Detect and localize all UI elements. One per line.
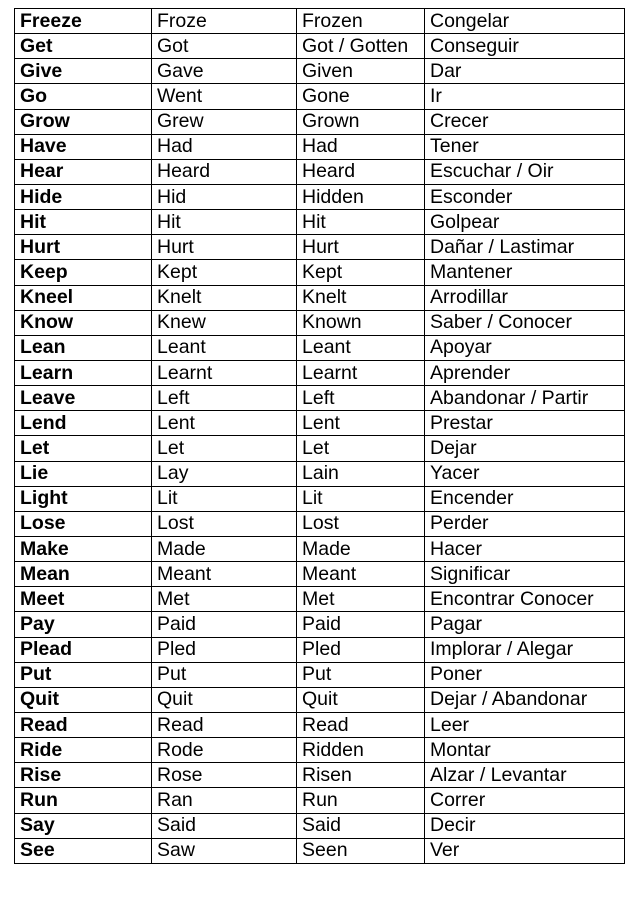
- translation-cell: Abandonar / Partir: [425, 386, 625, 411]
- table-row: [15, 486, 625, 511]
- past-simple-cell: Rose: [152, 763, 297, 788]
- base-form-cell: Know: [15, 310, 152, 335]
- base-form-cell: Freeze: [15, 9, 152, 34]
- translation-cell: Ir: [425, 84, 625, 109]
- translation-cell: Significar: [425, 562, 625, 587]
- translation-cell: Pagar: [425, 612, 625, 637]
- base-form-cell: Mean: [15, 562, 152, 587]
- translation-cell: Tener: [425, 134, 625, 159]
- base-form-cell: Lean: [15, 335, 152, 360]
- translation-cell: Congelar: [425, 9, 625, 34]
- table-row: [15, 562, 625, 587]
- past-participle-cell: Said: [297, 813, 425, 838]
- past-simple-cell: Met: [152, 587, 297, 612]
- table-row: [15, 662, 625, 687]
- past-participle-cell: Lain: [297, 461, 425, 486]
- past-simple-cell: Gave: [152, 59, 297, 84]
- translation-cell: Implorar / Alegar: [425, 637, 625, 662]
- past-participle-cell: Frozen: [297, 9, 425, 34]
- base-form-cell: Hurt: [15, 235, 152, 260]
- translation-cell: Dejar: [425, 436, 625, 461]
- past-participle-cell: Kept: [297, 260, 425, 285]
- table-row: [15, 712, 625, 737]
- table-row: [15, 813, 625, 838]
- translation-cell: Dar: [425, 59, 625, 84]
- table-row: [15, 210, 625, 235]
- base-form-cell: Lose: [15, 511, 152, 536]
- translation-cell: Hacer: [425, 536, 625, 561]
- past-participle-cell: Risen: [297, 763, 425, 788]
- translation-cell: Alzar / Levantar: [425, 763, 625, 788]
- past-simple-cell: Lent: [152, 411, 297, 436]
- table-row: [15, 310, 625, 335]
- base-form-cell: Get: [15, 34, 152, 59]
- past-participle-cell: Grown: [297, 109, 425, 134]
- past-simple-cell: Put: [152, 662, 297, 687]
- translation-cell: Decir: [425, 813, 625, 838]
- table-row: [15, 84, 625, 109]
- past-simple-cell: Hid: [152, 184, 297, 209]
- translation-cell: Escuchar / Oir: [425, 159, 625, 184]
- base-form-cell: Lie: [15, 461, 152, 486]
- base-form-cell: Go: [15, 84, 152, 109]
- table-row: [15, 360, 625, 385]
- past-simple-cell: Got: [152, 34, 297, 59]
- table-row: [15, 612, 625, 637]
- base-form-cell: Plead: [15, 637, 152, 662]
- table-row: [15, 159, 625, 184]
- base-form-cell: Have: [15, 134, 152, 159]
- past-participle-cell: Run: [297, 788, 425, 813]
- base-form-cell: Rise: [15, 763, 152, 788]
- past-participle-cell: Hurt: [297, 235, 425, 260]
- past-simple-cell: Said: [152, 813, 297, 838]
- past-participle-cell: Made: [297, 536, 425, 561]
- past-participle-cell: Got / Gotten: [297, 34, 425, 59]
- table-row: [15, 109, 625, 134]
- translation-cell: Crecer: [425, 109, 625, 134]
- past-simple-cell: Let: [152, 436, 297, 461]
- base-form-cell: Give: [15, 59, 152, 84]
- past-simple-cell: Grew: [152, 109, 297, 134]
- table-row: [15, 235, 625, 260]
- past-participle-cell: Left: [297, 386, 425, 411]
- past-simple-cell: Hit: [152, 210, 297, 235]
- translation-cell: Encontrar Conocer: [425, 587, 625, 612]
- past-simple-cell: Ran: [152, 788, 297, 813]
- past-participle-cell: Lost: [297, 511, 425, 536]
- past-simple-cell: Knew: [152, 310, 297, 335]
- base-form-cell: Keep: [15, 260, 152, 285]
- past-simple-cell: Paid: [152, 612, 297, 637]
- base-form-cell: Leave: [15, 386, 152, 411]
- table-row: [15, 436, 625, 461]
- past-participle-cell: Had: [297, 134, 425, 159]
- past-participle-cell: Let: [297, 436, 425, 461]
- past-simple-cell: Pled: [152, 637, 297, 662]
- past-participle-cell: Leant: [297, 335, 425, 360]
- past-simple-cell: Read: [152, 712, 297, 737]
- past-simple-cell: Froze: [152, 9, 297, 34]
- base-form-cell: See: [15, 838, 152, 863]
- past-simple-cell: Rode: [152, 738, 297, 763]
- base-form-cell: Let: [15, 436, 152, 461]
- past-participle-cell: Gone: [297, 84, 425, 109]
- translation-cell: Prestar: [425, 411, 625, 436]
- translation-cell: Aprender: [425, 360, 625, 385]
- translation-cell: Golpear: [425, 210, 625, 235]
- past-participle-cell: Lit: [297, 486, 425, 511]
- table-row: [15, 335, 625, 360]
- table-row: [15, 738, 625, 763]
- table-row: [15, 587, 625, 612]
- translation-cell: Conseguir: [425, 34, 625, 59]
- table-row: [15, 637, 625, 662]
- translation-cell: Perder: [425, 511, 625, 536]
- past-participle-cell: Paid: [297, 612, 425, 637]
- past-participle-cell: Ridden: [297, 738, 425, 763]
- past-simple-cell: Made: [152, 536, 297, 561]
- base-form-cell: Run: [15, 788, 152, 813]
- translation-cell: Mantener: [425, 260, 625, 285]
- past-participle-cell: Pled: [297, 637, 425, 662]
- past-simple-cell: Lit: [152, 486, 297, 511]
- past-simple-cell: Saw: [152, 838, 297, 863]
- translation-cell: Encender: [425, 486, 625, 511]
- base-form-cell: Lend: [15, 411, 152, 436]
- table-body: [15, 9, 625, 864]
- table-row: [15, 184, 625, 209]
- past-participle-cell: Hit: [297, 210, 425, 235]
- table-row: [15, 511, 625, 536]
- past-participle-cell: Hidden: [297, 184, 425, 209]
- translation-cell: Arrodillar: [425, 285, 625, 310]
- base-form-cell: Make: [15, 536, 152, 561]
- base-form-cell: Grow: [15, 109, 152, 134]
- base-form-cell: Light: [15, 486, 152, 511]
- base-form-cell: Say: [15, 813, 152, 838]
- past-participle-cell: Knelt: [297, 285, 425, 310]
- base-form-cell: Ride: [15, 738, 152, 763]
- past-participle-cell: Quit: [297, 687, 425, 712]
- base-form-cell: Hear: [15, 159, 152, 184]
- translation-cell: Leer: [425, 712, 625, 737]
- table-row: [15, 687, 625, 712]
- translation-cell: Ver: [425, 838, 625, 863]
- past-participle-cell: Lent: [297, 411, 425, 436]
- base-form-cell: Hit: [15, 210, 152, 235]
- past-participle-cell: Seen: [297, 838, 425, 863]
- past-simple-cell: Kept: [152, 260, 297, 285]
- translation-cell: Apoyar: [425, 335, 625, 360]
- base-form-cell: Pay: [15, 612, 152, 637]
- translation-cell: Esconder: [425, 184, 625, 209]
- past-simple-cell: Lost: [152, 511, 297, 536]
- table-row: [15, 285, 625, 310]
- past-participle-cell: Given: [297, 59, 425, 84]
- table-row: [15, 9, 625, 34]
- past-participle-cell: Read: [297, 712, 425, 737]
- past-participle-cell: Meant: [297, 562, 425, 587]
- past-participle-cell: Learnt: [297, 360, 425, 385]
- translation-cell: Poner: [425, 662, 625, 687]
- base-form-cell: Put: [15, 662, 152, 687]
- base-form-cell: Learn: [15, 360, 152, 385]
- table-row: [15, 763, 625, 788]
- table-row: [15, 788, 625, 813]
- translation-cell: Correr: [425, 788, 625, 813]
- base-form-cell: Kneel: [15, 285, 152, 310]
- past-simple-cell: Meant: [152, 562, 297, 587]
- past-simple-cell: Quit: [152, 687, 297, 712]
- past-simple-cell: Leant: [152, 335, 297, 360]
- base-form-cell: Quit: [15, 687, 152, 712]
- table-row: [15, 536, 625, 561]
- irregular-verbs-table: [14, 8, 625, 864]
- translation-cell: Dejar / Abandonar: [425, 687, 625, 712]
- table-row: [15, 260, 625, 285]
- table-row: [15, 461, 625, 486]
- base-form-cell: Hide: [15, 184, 152, 209]
- base-form-cell: Read: [15, 712, 152, 737]
- past-simple-cell: Learnt: [152, 360, 297, 385]
- base-form-cell: Meet: [15, 587, 152, 612]
- past-simple-cell: Went: [152, 84, 297, 109]
- past-simple-cell: Hurt: [152, 235, 297, 260]
- translation-cell: Yacer: [425, 461, 625, 486]
- past-participle-cell: Met: [297, 587, 425, 612]
- table-row: [15, 411, 625, 436]
- table-row: [15, 134, 625, 159]
- past-simple-cell: Had: [152, 134, 297, 159]
- past-simple-cell: Lay: [152, 461, 297, 486]
- past-simple-cell: Heard: [152, 159, 297, 184]
- past-simple-cell: Left: [152, 386, 297, 411]
- translation-cell: Montar: [425, 738, 625, 763]
- past-simple-cell: Knelt: [152, 285, 297, 310]
- table-row: [15, 386, 625, 411]
- translation-cell: Dañar / Lastimar: [425, 235, 625, 260]
- past-participle-cell: Heard: [297, 159, 425, 184]
- table-row: [15, 838, 625, 863]
- past-participle-cell: Known: [297, 310, 425, 335]
- translation-cell: Saber / Conocer: [425, 310, 625, 335]
- table-row: [15, 34, 625, 59]
- table-row: [15, 59, 625, 84]
- past-participle-cell: Put: [297, 662, 425, 687]
